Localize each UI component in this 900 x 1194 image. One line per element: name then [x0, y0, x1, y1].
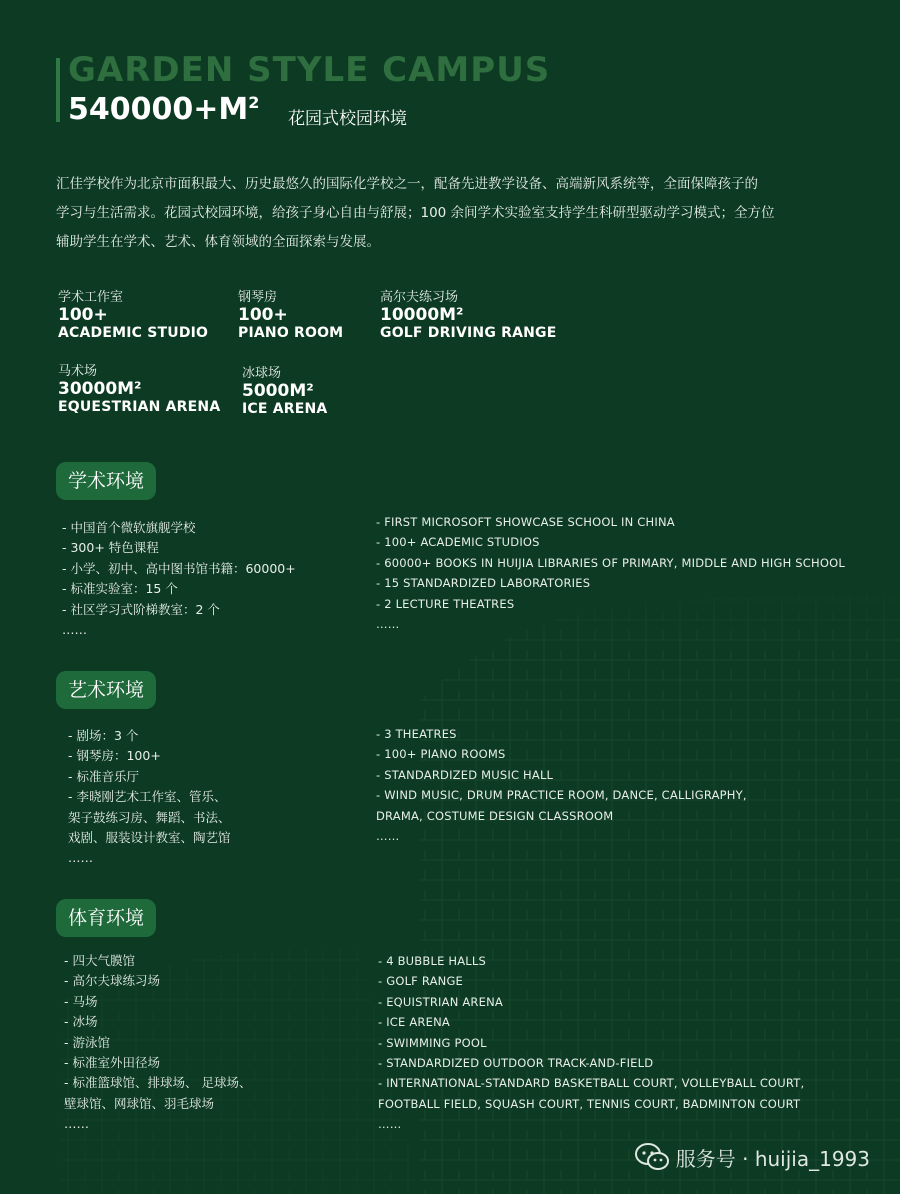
arts-list-en — [376, 724, 747, 846]
wechat-icon — [634, 1142, 670, 1172]
list-item: - 李晓刚艺术工作室、管乐、 — [68, 789, 227, 805]
section-title-arts: 艺术环境 — [56, 671, 156, 709]
list-item: …… — [378, 1117, 402, 1132]
stat-equestrian-arena — [58, 364, 220, 416]
stat-label-en: EQUESTRIAN ARENA — [58, 399, 221, 415]
stat-label-cn: 学术工作室 — [58, 290, 124, 305]
stat-value: 100+ — [58, 305, 108, 325]
intro-paragraph — [56, 170, 856, 257]
stat-label-en: GOLF DRIVING RANGE — [380, 325, 557, 341]
list-item: - FIRST MICROSOFT SHOWCASE SCHOOL IN CHINA — [376, 515, 675, 529]
list-item: …… — [64, 1116, 89, 1132]
list-item: - 冰场 — [64, 1014, 98, 1030]
list-item: - 钢琴房：100+ — [68, 748, 161, 764]
campus-area-sup: 2 — [248, 93, 260, 112]
stat-value: 30000M² — [58, 379, 142, 399]
footer-watermark — [634, 1142, 870, 1172]
list-item: - STANDARDIZED OUTDOOR TRACK-AND-FIELD — [378, 1056, 654, 1071]
list-item: - 四大气膜馆 — [64, 953, 135, 968]
list-item: - 2 LECTURE THEATRES — [376, 596, 515, 611]
section-title-sports: 体育环境 — [56, 899, 156, 937]
list-item: - 300+ 特色课程 — [62, 540, 159, 556]
list-item: - 标准室外田径场 — [64, 1055, 160, 1071]
campus-area-value: 540000+M — [68, 92, 249, 127]
list-item: - 标准篮球馆、排球场、 足球场、 — [64, 1075, 252, 1091]
page-subtitle: 花园式校园环境 — [288, 109, 407, 129]
list-item: - 100+ ACADEMIC STUDIOS — [376, 535, 540, 550]
academic-list-en — [376, 512, 845, 634]
list-item: …… — [376, 829, 400, 844]
sports-list-en — [378, 951, 804, 1135]
sports-list-cn — [64, 951, 251, 1135]
list-item: 壁球馆、网球馆、羽毛球场 — [64, 1095, 215, 1111]
stat-label-en: ICE ARENA — [242, 401, 328, 417]
list-item: - 马场 — [64, 993, 98, 1009]
list-item: - WIND MUSIC, DRUM PRACTICE ROOM, DANCE, CALLIGRAPHY, — [376, 788, 747, 803]
list-item: FOOTBALL FIELD, SQUASH COURT, TENNIS COURT, BADMINTON COURT — [378, 1096, 801, 1111]
stat-ice-arena — [242, 366, 327, 418]
stat-label-cn: 钢琴房 — [238, 290, 278, 305]
list-item: - 标准实验室：15 个 — [62, 581, 178, 597]
arts-list-cn — [68, 726, 231, 869]
list-item: - 中国首个微软旗舰学校 — [62, 520, 196, 535]
page-title: GARDEN STYLE CAMPUS — [68, 50, 551, 90]
footer-label: 服务号 · huijia_1993 — [675, 1146, 870, 1171]
list-item: DRAMA, COSTUME DESIGN CLASSROOM — [376, 808, 614, 823]
list-item: - ICE ARENA — [378, 1015, 450, 1030]
list-item: - 15 STANDARDIZED LABORATORIES — [376, 576, 591, 591]
list-item: - INTERNATIONAL-STANDARD BASKETBALL COURT, VOLLEYBALL COURT, — [378, 1076, 805, 1091]
list-item: - 60000+ BOOKS IN HUIJIA LIBRARIES OF PRIMARY, MIDDLE AND HIGH SCHOOL — [376, 555, 845, 570]
list-item: - 社区学习式阶梯教室：2 个 — [62, 601, 220, 617]
intro-line: 学习与生活需求。花园式校园环境，给孩子身心自由与舒展；100 余间学术实验室支持学生科研型驱动学习模式；全方位 — [56, 205, 775, 221]
list-item: - 剧场：3 个 — [68, 728, 139, 743]
stat-label-en: PIANO ROOM — [238, 325, 344, 341]
intro-line: 辅助学生在学术、艺术、体育领域的全面探索与发展。 — [56, 234, 380, 250]
list-item: - 游泳馆 — [64, 1034, 110, 1050]
stat-golf-range — [380, 290, 556, 342]
list-item: - 小学、初中、高中图书馆书籍：60000+ — [62, 560, 296, 576]
list-item: - EQUISTRIAN ARENA — [378, 994, 503, 1009]
list-item: …… — [62, 622, 87, 638]
stat-academic-studio — [58, 290, 208, 342]
list-item: …… — [376, 617, 400, 632]
section-title-academic: 学术环境 — [56, 462, 156, 500]
campus-area — [68, 92, 259, 127]
list-item: - SWIMMING POOL — [378, 1035, 487, 1050]
list-item: - 高尔夫球练习场 — [64, 973, 160, 989]
list-item: - STANDARDIZED MUSIC HALL — [376, 767, 554, 782]
stat-value: 10000M² — [380, 305, 464, 325]
list-item: 架子鼓练习房、舞蹈、书法、 — [68, 809, 231, 825]
stat-value: 100+ — [238, 305, 288, 325]
stat-label-cn: 冰球场 — [242, 366, 282, 381]
list-item: - 标准音乐厅 — [68, 768, 139, 784]
list-item: …… — [68, 850, 93, 866]
intro-line: 汇佳学校作为北京市面积最大、历史最悠久的国际化学校之一，配备先进教学设备、高端新风系统等，全面保障孩子的 — [56, 176, 758, 192]
list-item: - 4 BUBBLE HALLS — [378, 954, 487, 968]
header-accent-bar — [56, 58, 60, 122]
list-item: - GOLF RANGE — [378, 974, 464, 989]
academic-list-cn — [62, 518, 296, 640]
list-item: 戏剧、服装设计教室、陶艺馆 — [68, 830, 231, 846]
stat-value: 5000M² — [242, 381, 314, 401]
list-item: - 100+ PIANO ROOMS — [376, 747, 506, 762]
list-item: - 3 THEATRES — [376, 727, 457, 741]
stat-label-en: ACADEMIC STUDIO — [58, 325, 209, 341]
stat-label-cn: 高尔夫练习场 — [380, 290, 459, 305]
stat-piano-room — [238, 290, 343, 342]
stat-label-cn: 马术场 — [58, 364, 98, 379]
